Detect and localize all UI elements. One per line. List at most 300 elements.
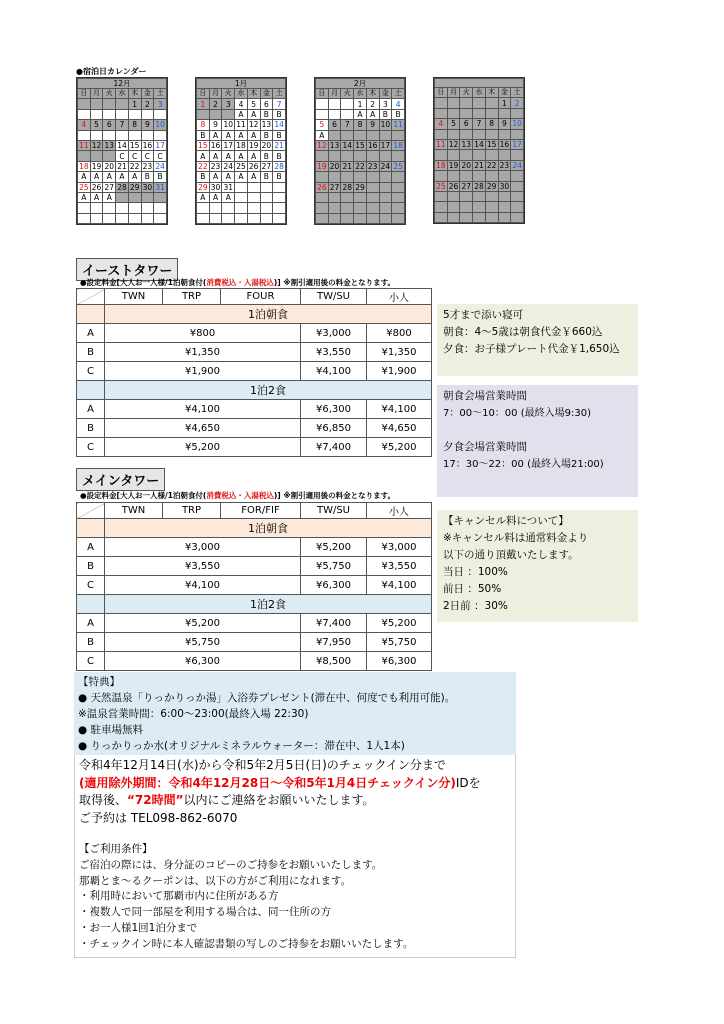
weekday-label: 金	[141, 89, 154, 99]
calendar-date: 23	[367, 161, 378, 171]
calendar-date	[90, 203, 103, 213]
calendar-date	[103, 203, 116, 213]
cancel-line: 前日 ：50%	[443, 583, 502, 595]
calendar-date: 17	[223, 141, 234, 151]
rate-price-child: ¥6,300	[367, 652, 432, 671]
calendar-date: 27	[104, 182, 115, 192]
weekday-label: 日	[197, 89, 210, 99]
calendar-date	[260, 203, 273, 213]
calendar-rank	[366, 130, 379, 140]
calendar-rank: B	[273, 109, 286, 119]
calendar-rank	[485, 108, 498, 118]
calendar-date: 10	[512, 119, 522, 129]
calendar-date: 21	[474, 160, 484, 170]
hours-line	[443, 422, 632, 439]
restaurant-hours-box	[437, 385, 638, 497]
rate-rank: A	[77, 324, 105, 343]
rate-price-twsu: ¥6,300	[301, 400, 367, 419]
calendar-rank: C	[116, 151, 129, 161]
calendar-rank: C	[154, 151, 167, 161]
weekday-label: 水	[116, 89, 129, 99]
rate-price-twsu: ¥6,850	[301, 419, 367, 438]
calendar-date: 1	[197, 99, 210, 109]
calendar-date	[103, 99, 116, 109]
calendar-rank	[128, 130, 141, 140]
rate-price-twsu: ¥5,750	[301, 557, 367, 576]
calendar-date: 23	[499, 160, 510, 170]
calendar-date	[116, 203, 129, 213]
calendar-date	[473, 202, 486, 212]
calendar-rank	[366, 151, 379, 161]
calendar-rank	[328, 213, 341, 223]
rate-rank: B	[77, 633, 105, 652]
calendar-date: 6	[103, 120, 116, 130]
calendar-rank	[116, 213, 129, 223]
calendar-rank	[473, 150, 486, 160]
rate-band-spacer	[77, 381, 105, 400]
benefits-line: ● 天然温泉「りっかりっか湯」入浴券プレゼント(滞在中、何度でも利用可能)。	[78, 692, 456, 704]
notice-phone: ご予約は TEL098-862-6070	[79, 810, 238, 825]
notice-period: 令和4年12月14日(水)から令和5年2月5日(日)のチェックイン分まで	[79, 758, 446, 772]
calendar-date: 8	[128, 120, 141, 130]
calendar-date: 10	[223, 120, 234, 130]
calendar-date	[354, 203, 367, 213]
calendar-rank	[90, 130, 103, 140]
calendar-rank: A	[209, 172, 222, 182]
calendar-date: 25	[236, 161, 246, 171]
rate-rank: A	[77, 538, 105, 557]
calendar-rank	[273, 213, 286, 223]
calendar-rank	[511, 171, 524, 181]
calendar-rank	[341, 172, 354, 182]
calendar-date: 8	[354, 120, 367, 130]
weekday-label: 水	[473, 88, 486, 98]
calendar-rank	[447, 212, 460, 222]
calendar-date: 29	[486, 181, 497, 191]
calendar-rank	[379, 130, 392, 140]
calendar-rank: A	[103, 172, 116, 182]
calendar-rank: C	[128, 151, 141, 161]
terms-line: 【ご利用条件】	[79, 843, 153, 855]
benefits-line: ※温泉営業時間：6:00～23:00(最終入場 22:30)	[78, 708, 309, 720]
calendar-rank	[498, 108, 511, 118]
rate-price: ¥1,900	[105, 362, 301, 381]
calendar-date: 29	[129, 182, 140, 192]
calendar-date: 18	[236, 141, 246, 151]
calendar-rank	[154, 213, 167, 223]
calendar-date: 26	[448, 181, 459, 191]
calendar-date	[379, 182, 392, 192]
calendar-date: 20	[461, 160, 472, 170]
month-name: 1月	[197, 79, 286, 89]
calendar-rank	[222, 213, 235, 223]
calendar-rank	[141, 109, 154, 119]
calendar-date: 17	[380, 141, 391, 151]
calendar-date: 15	[198, 141, 208, 151]
rate-price-child: ¥3,000	[367, 538, 432, 557]
calendar-rank	[435, 150, 448, 160]
weekday-label: 木	[366, 89, 379, 99]
calendar-date: 20	[261, 141, 272, 151]
calendar-rank	[379, 213, 392, 223]
calendar-rank	[128, 192, 141, 202]
calendar-rank	[354, 130, 367, 140]
calendar-date: 25	[393, 161, 403, 171]
calendar-date	[90, 99, 103, 109]
terms-line: ・複数人で同一部屋を利用する場合は、同一住所の方	[79, 906, 331, 919]
calendar-rank	[460, 191, 473, 201]
calendar-rank	[197, 109, 210, 119]
rate-price-twsu: ¥5,200	[301, 538, 367, 557]
calendar-rank	[78, 151, 91, 161]
child-line: 夕食：お子様プレート代金￥1,650込	[443, 343, 620, 355]
terms-box	[74, 840, 516, 958]
calendar-rank	[222, 109, 235, 119]
calendar-rank	[316, 213, 329, 223]
weekday-label: 日	[435, 88, 448, 98]
calendar-rank	[435, 108, 448, 118]
rate-price-twsu: ¥7,400	[301, 438, 367, 457]
rate-header: TWN	[105, 289, 163, 305]
calendar-rank	[473, 108, 486, 118]
calendar-rank: A	[354, 109, 367, 119]
calendar-rank	[116, 130, 129, 140]
calendar-rank	[116, 192, 129, 202]
calendar-rank	[392, 151, 405, 161]
calendar-date: 9	[366, 120, 379, 130]
calendar-date: 8	[197, 120, 210, 130]
calendar-title: ●宿泊日カレンダー	[76, 67, 147, 76]
east-rate-table	[76, 288, 432, 457]
rate-band-spacer	[77, 595, 105, 614]
calendar-rank	[379, 192, 392, 202]
weekday-label: 土	[273, 89, 286, 99]
calendar-date: 22	[198, 161, 208, 171]
calendar-rank	[128, 109, 141, 119]
calendar-date: 19	[248, 141, 259, 151]
calendar-date: 13	[104, 141, 115, 151]
calendar-rank: A	[235, 151, 248, 161]
calendar-date: 5	[316, 120, 329, 130]
calendar-date: 29	[198, 182, 208, 192]
calendar-rank	[379, 172, 392, 182]
cancel-line: 以下の通り頂戴いたします。	[443, 549, 579, 561]
rate-band-label: 1泊2食	[105, 595, 432, 614]
calendar-date: 15	[486, 140, 497, 150]
weekday-label: 土	[154, 89, 167, 99]
calendar-date: 21	[342, 161, 353, 171]
calendar-rank	[328, 192, 341, 202]
calendar-rank	[341, 192, 354, 202]
calendar-rank: A	[209, 130, 222, 140]
calendar-date: 20	[329, 161, 340, 171]
calendar-date: 11	[436, 140, 446, 150]
calendar-date: 5	[447, 119, 460, 129]
calendar-date: 13	[261, 120, 272, 130]
rate-header	[77, 503, 105, 519]
calendar-date: 7	[341, 120, 354, 130]
rate-rank: B	[77, 419, 105, 438]
calendar-rank	[460, 171, 473, 181]
calendar-rank: B	[273, 130, 286, 140]
calendar-rank	[447, 150, 460, 160]
rate-price-child: ¥5,750	[367, 633, 432, 652]
calendar-rank	[460, 108, 473, 118]
calendar-rank	[473, 129, 486, 139]
calendar-rank: A	[235, 109, 248, 119]
rate-price: ¥5,750	[105, 633, 301, 652]
calendar-rank	[90, 213, 103, 223]
calendar-rank	[328, 130, 341, 140]
calendar-rank	[209, 109, 222, 119]
calendar-rank	[473, 191, 486, 201]
calendar-date	[78, 99, 91, 109]
notice-exclusion: (適用除外期間：令和4年12月28日～令和5年1月4日チェックイン分)IDを	[79, 775, 481, 790]
calendar-date: 29	[355, 182, 365, 192]
calendar-rank: B	[260, 151, 273, 161]
east-tower-title: イーストタワー	[76, 258, 178, 281]
weekday-label: 木	[247, 89, 260, 99]
calendar-date: 2	[209, 99, 222, 109]
rate-price-child: ¥1,350	[367, 343, 432, 362]
calendar-date: 24	[155, 161, 165, 171]
calendar-rank	[316, 192, 329, 202]
calendar-date	[447, 98, 460, 108]
rate-price-twsu: ¥7,400	[301, 614, 367, 633]
calendar-date	[435, 98, 448, 108]
main-tower-title: メインタワー	[76, 468, 165, 491]
calendar-rank	[511, 108, 524, 118]
calendar-rank	[473, 212, 486, 222]
calendar-date: 7	[273, 99, 286, 109]
calendar-date: 7	[116, 120, 129, 130]
rate-header: TW/SU	[301, 503, 367, 519]
calendar-rank	[392, 213, 405, 223]
booking-notice	[74, 755, 516, 840]
calendar-date: 1	[498, 98, 511, 108]
calendar-date: 9	[141, 120, 154, 130]
calendar-rank: B	[273, 151, 286, 161]
calendar-date: 27	[329, 182, 340, 192]
calendar-date	[78, 203, 91, 213]
rate-price-child: ¥1,900	[367, 362, 432, 381]
calendar-rank	[78, 109, 91, 119]
calendar-date: 15	[129, 141, 140, 151]
child-policy-box	[437, 304, 638, 376]
calendar-date: 11	[393, 120, 403, 130]
calendar-rank	[498, 150, 511, 160]
calendar-rank	[260, 213, 273, 223]
calendar-date	[273, 182, 286, 192]
calendar-rank	[341, 109, 354, 119]
rate-price-twsu: ¥8,500	[301, 652, 367, 671]
calendar-rank: A	[316, 130, 329, 140]
calendar-rank	[435, 171, 448, 181]
calendar-date: 27	[461, 181, 472, 191]
calendar-date: 31	[223, 182, 234, 192]
calendar-rank: A	[247, 172, 260, 182]
calendar-rank: A	[222, 130, 235, 140]
calendar-rank	[90, 151, 103, 161]
calendar-date	[460, 202, 473, 212]
calendar-date: 10	[380, 120, 391, 130]
calendar-rank: B	[154, 172, 167, 182]
benefits-line: ● 駐車場無料	[78, 724, 143, 736]
calendar-date: 30	[210, 182, 221, 192]
rate-price: ¥1,350	[105, 343, 301, 362]
calendar-rank	[247, 213, 260, 223]
rate-price: ¥4,650	[105, 419, 301, 438]
month-calendar	[76, 77, 168, 225]
rate-price-twsu: ¥4,100	[301, 362, 367, 381]
calendar-date: 28	[342, 182, 353, 192]
calendar-rank	[498, 171, 511, 181]
weekday-label: 土	[392, 89, 405, 99]
rate-rank: C	[77, 362, 105, 381]
main-rate-table	[76, 502, 432, 671]
terms-line: ・お一人様1回1泊分まで	[79, 921, 198, 934]
calendar-date	[247, 182, 260, 192]
calendar-date: 12	[448, 140, 459, 150]
calendar-date: 11	[79, 141, 89, 151]
calendar-rank	[379, 151, 392, 161]
calendar-rank	[473, 171, 486, 181]
weekday-label: 水	[235, 89, 248, 99]
calendar-date: 3	[222, 99, 235, 109]
calendar-date: 8	[485, 119, 498, 129]
calendar-rank	[460, 150, 473, 160]
weekday-label: 火	[103, 89, 116, 99]
calendar-rank: A	[366, 109, 379, 119]
month-name: 2月	[316, 79, 405, 89]
calendar-date	[260, 182, 273, 192]
calendar-rank: B	[197, 172, 210, 182]
calendar-date: 10	[155, 120, 165, 130]
rate-rank: C	[77, 576, 105, 595]
rate-rank: B	[77, 557, 105, 576]
calendar-rank	[316, 151, 329, 161]
calendar-rank	[485, 212, 498, 222]
rate-price: ¥4,100	[105, 400, 301, 419]
cancel-line: 【キャンセル料について】	[443, 515, 569, 527]
calendar-rank	[447, 129, 460, 139]
rate-price-child: ¥5,200	[367, 614, 432, 633]
calendar-date	[209, 203, 222, 213]
calendar-rank	[511, 129, 524, 139]
calendar-date	[222, 203, 235, 213]
calendar-rank	[341, 130, 354, 140]
calendar-date: 9	[498, 119, 511, 129]
calendar-rank	[235, 192, 248, 202]
rate-band-label: 1泊朝食	[105, 305, 432, 324]
rate-price-child: ¥4,100	[367, 576, 432, 595]
calendar-date: 22	[355, 161, 365, 171]
child-line: 朝食：4～5歳は朝食代金￥660込	[443, 326, 603, 338]
rate-price: ¥3,000	[105, 538, 301, 557]
calendar-date: 28	[274, 161, 284, 171]
weekday-label: 金	[379, 89, 392, 99]
rate-price-child: ¥4,650	[367, 419, 432, 438]
month-name	[435, 79, 524, 88]
calendar-rank	[316, 172, 329, 182]
calendar-date: 31	[155, 182, 165, 192]
calendar-rank	[366, 213, 379, 223]
weekday-label: 月	[328, 89, 341, 99]
calendar-date: 9	[209, 120, 222, 130]
calendar-date	[341, 99, 354, 109]
calendar-rank	[141, 192, 154, 202]
calendar-rank	[447, 171, 460, 181]
calendar-date: 21	[117, 161, 127, 171]
calendar-date: 28	[474, 181, 484, 191]
calendar-rank	[485, 191, 498, 201]
calendar-date: 28	[117, 182, 127, 192]
rate-header: TW/SU	[301, 289, 367, 305]
calendar-rank	[366, 172, 379, 182]
rate-band-spacer	[77, 305, 105, 324]
calendar-date	[511, 202, 524, 212]
weekday-label: 火	[460, 88, 473, 98]
calendar-rank	[485, 129, 498, 139]
benefits-box	[74, 672, 516, 755]
calendar-rank	[354, 192, 367, 202]
calendar-rank: A	[90, 192, 103, 202]
rate-rank: A	[77, 400, 105, 419]
calendar-date	[328, 99, 341, 109]
cancel-line: ※キャンセル料は通常料金より	[443, 532, 589, 544]
calendar-date	[435, 202, 448, 212]
calendar-date	[447, 202, 460, 212]
calendar-date: 2	[141, 99, 154, 109]
calendar-rank: A	[128, 172, 141, 182]
calendar-rank	[447, 191, 460, 201]
rate-rank: C	[77, 438, 105, 457]
calendar-rank	[260, 192, 273, 202]
calendar-date: 14	[117, 141, 127, 151]
calendar-rank: B	[379, 109, 392, 119]
east-price-note: ●設定料金[大人お一人様/1泊朝食付(消費税込・入湯税込)] ※割引適用後の料金となります。	[80, 278, 396, 287]
calendar-date: 13	[329, 141, 340, 151]
calendar-rank: A	[247, 151, 260, 161]
calendar-date: 23	[210, 161, 221, 171]
calendar-date	[154, 203, 167, 213]
calendar-date: 30	[142, 182, 153, 192]
rate-header: 小人	[367, 503, 432, 519]
calendar-date: 14	[474, 140, 484, 150]
calendar-date: 4	[435, 119, 448, 129]
calendar-rank	[209, 213, 222, 223]
calendar-date	[473, 98, 486, 108]
calendar-date: 17	[512, 140, 522, 150]
cancel-policy-box	[437, 510, 638, 622]
calendar-date	[273, 203, 286, 213]
calendar-rank	[316, 109, 329, 119]
calendar-date	[511, 181, 524, 191]
calendar-rank: A	[78, 172, 91, 182]
calendar-rank: A	[209, 192, 222, 202]
calendar-date: 22	[129, 161, 140, 171]
calendar-rank	[154, 109, 167, 119]
calendar-rank	[392, 130, 405, 140]
rate-price: ¥3,550	[105, 557, 301, 576]
calendar-rank	[103, 109, 116, 119]
calendar-date: 1	[128, 99, 141, 109]
calendar-rank: A	[235, 130, 248, 140]
calendar-date: 3	[379, 99, 392, 109]
rate-price-child: ¥5,200	[367, 438, 432, 457]
weekday-label: 金	[498, 88, 511, 98]
calendar-date	[379, 203, 392, 213]
